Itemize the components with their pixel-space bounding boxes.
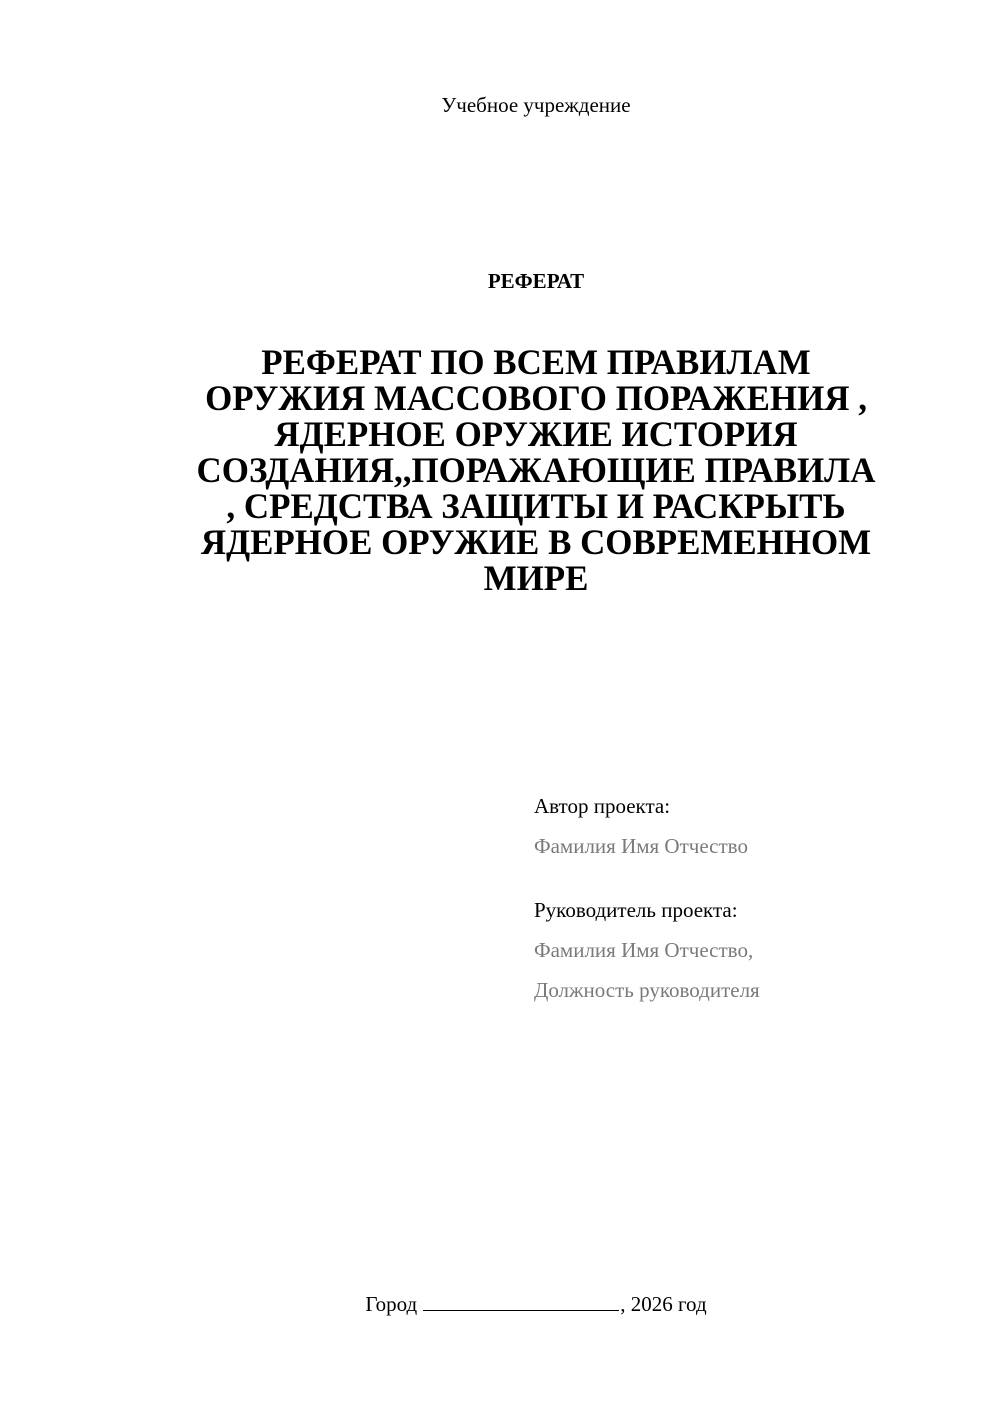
document-title xyxy=(142,344,930,596)
title-line: ЯДЕРНОЕ ОРУЖИЕ В СОВРЕМЕННОМ xyxy=(200,522,872,562)
author-block xyxy=(534,786,954,866)
supervisor-block xyxy=(534,890,954,1010)
institution-name: Учебное учреждение xyxy=(441,93,631,117)
supervisor-label: Руководитель проекта: xyxy=(534,898,738,922)
title-line: РЕФЕРАТ ПО ВСЕМ ПРАВИЛАМ xyxy=(261,342,811,382)
city-label: Город xyxy=(365,1292,418,1316)
city-blank-line xyxy=(423,1290,619,1311)
supervisor-position: Должность руководителя xyxy=(534,978,760,1002)
author-name: Фамилия Имя Отчество xyxy=(534,834,748,858)
document-type: РЕФЕРАТ xyxy=(487,269,585,293)
title-line: ОРУЖИЯ МАССОВОГО ПОРАЖЕНИЯ , xyxy=(205,378,867,418)
title-line: МИРЕ xyxy=(483,558,589,598)
supervisor-name: Фамилия Имя Отчество, xyxy=(534,938,754,962)
author-label: Автор проекта: xyxy=(534,794,671,818)
title-line: ЯДЕРНОЕ ОРУЖИЕ ИСТОРИЯ xyxy=(274,414,798,454)
title-line: СОЗДАНИЯ,,ПОРАЖАЮЩИЕ ПРАВИЛА xyxy=(196,450,876,490)
city-year-footer xyxy=(0,1290,1000,1318)
title-line: , СРЕДСТВА ЗАЩИТЫ И РАСКРЫТЬ xyxy=(226,486,846,526)
year-text: , 2026 год xyxy=(620,1292,707,1316)
